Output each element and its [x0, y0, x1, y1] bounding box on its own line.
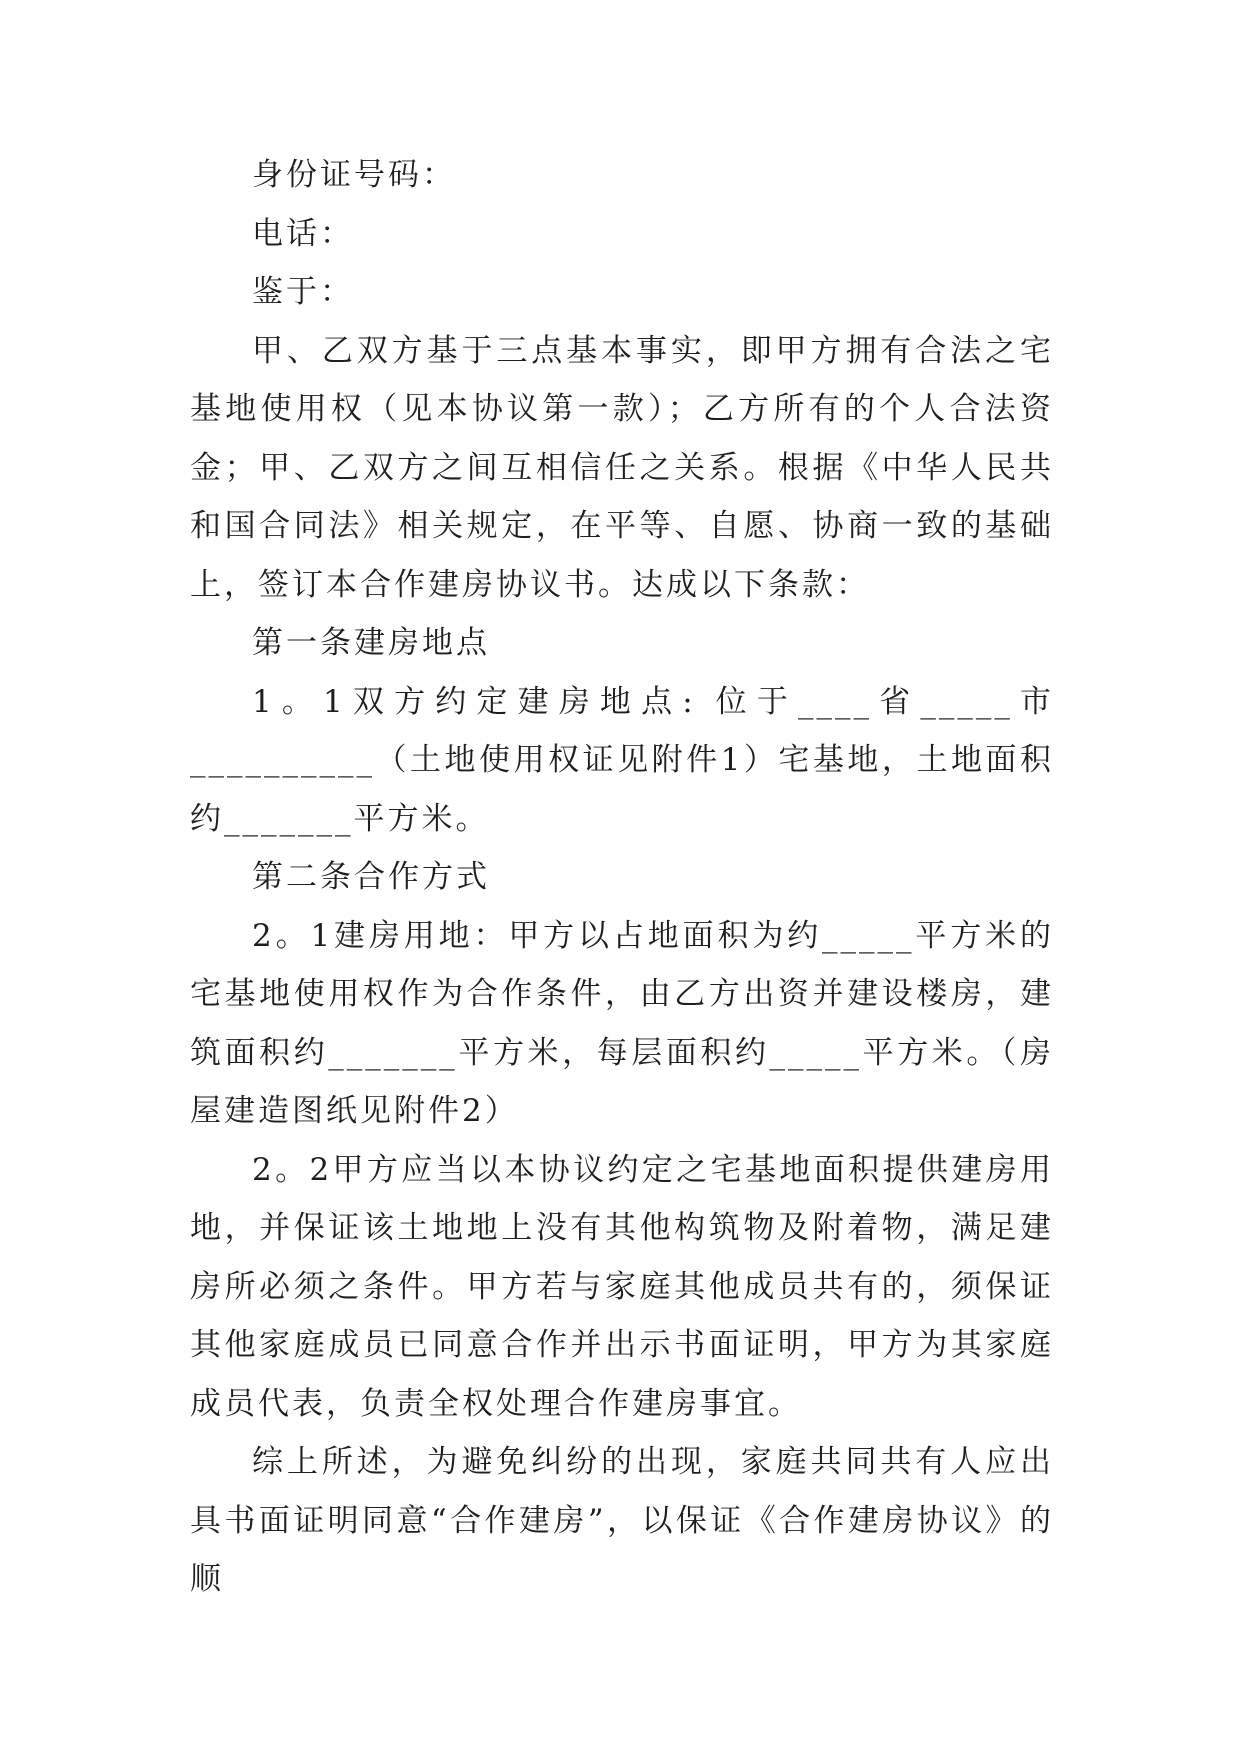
document-body	[190, 146, 1054, 1609]
whereas-heading: 鉴于：	[252, 274, 354, 310]
phone-line: 电话：	[252, 215, 354, 252]
clause-2-1: 2。1建房用地：甲方以占地面积为约_____平方米的宅基地使用权作为合作条件，由乙方出资并建设楼房，建筑面积约_______平方米，每层面积约_____平方米。（房屋建造图纸见附件2）	[190, 917, 1054, 1129]
id-number-line: 身份证号码：	[252, 157, 456, 193]
article-1-heading: 第一条建房地点	[252, 625, 490, 661]
summary-paragraph: 综上所述，为避免纠纷的出现，家庭共同共有人应出具书面证明同意“合作建房”，以保证《合作建房协议》的顺	[190, 1444, 1054, 1597]
clause-2-2: 2。2甲方应当以本协议约定之宅基地面积提供建房用地，并保证该土地地上没有其他构筑物及附着物，满足建房所必须之条件。甲方若与家庭其他成员共有的，须保证其他家庭成员已同意合作并出示书面证明，甲方为其家庭成员代表，负责全权处理合作建房事宜。	[190, 1151, 1054, 1422]
clause-1-1: 1。1双方约定建房地点: 位于____省_____市__________（土地使用权证见附件1）宅基地，土地面积约_______平方米。	[190, 683, 1054, 837]
article-2-heading: 第二条合作方式	[252, 859, 490, 895]
preamble-paragraph: 甲、乙双方基于三点基本事实，即甲方拥有合法之宅基地使用权（见本协议第一款）；乙方所有的个人合法资金；甲、乙双方之间互相信任之关系。根据《中华人民共和国合同法》相关规定，在平等、自愿、协商一致的基础上，签订本合作建房协议书。达成以下条款：	[190, 332, 1054, 603]
